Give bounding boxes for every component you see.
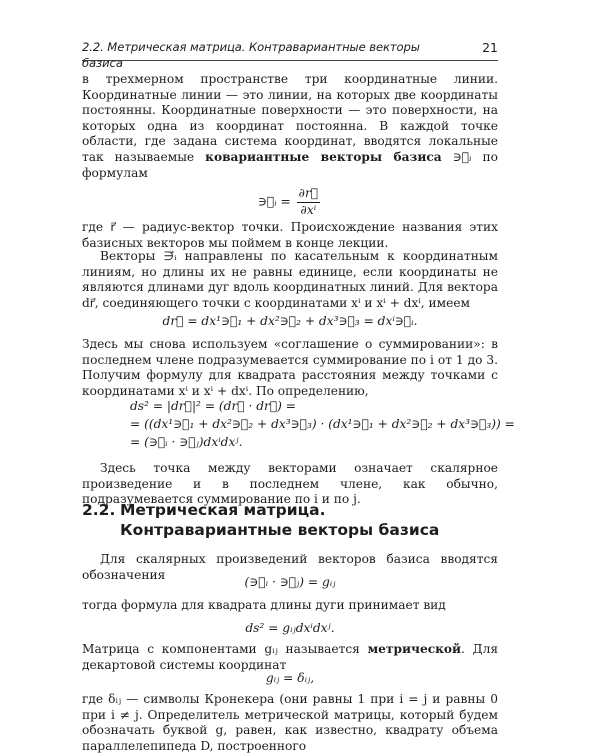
paragraph-scalar-product: Здесь точка между векторами означает скалярное произведение и в последнем члене, как обычно, подразумевается суммирование по i и по j. [82,461,498,507]
book-page [82,34,515,753]
paragraph-summation: Здесь мы снова используем «соглашение о суммировании»: в последнем члене подразумевается суммирование по i от 1 до 3. Получим формулу для квадрата расстояния между точками с координатами xⁱ и xⁱ + dxⁱ. По определению, [82,337,498,398]
section-title-line1: Метрическая матрица. [120,501,326,519]
paragraph-metric-matrix: Матрица с компонентами gᵢⱼ называется метрической. Для декартовой системы координат [82,642,499,672]
running-header [82,34,498,70]
formula-kronecker: gᵢⱼ = δᵢⱼ, [265,671,315,685]
section-number: 2.2. [82,501,116,519]
paragraph-arc-length: тогда формула для квадрата длины дуги принимает вид [82,598,446,612]
formula-ds-metric: ds² = gᵢⱼdxⁱdxʲ. [245,621,335,635]
paragraph-basis-direction: Векторы ∋⃗ᵢ направлены по касательным к координатным линиям, но длины их не равны единице, если координаты не являются длинами дуг вдоль координатных линий. Для вектора dr⃗, соединяющего точки с координатами xⁱ и xⁱ + dxⁱ, имеем [82,249,498,310]
paragraph-radius-vector: где r⃗ — радиус-вектор точки. Происхождение названия этих базисных векторов мы поймем в конце лекции. [82,220,498,250]
paragraph-notation: Для скалярных произведений векторов базиса вводятся обозначения [82,552,498,582]
formula-dr: dr⃗ = dx¹∋⃗₁ + dx²∋⃗₂ + dx³∋⃗₃ = dxⁱ∋⃗ᵢ. [162,314,418,328]
term-covariant-basis: ковариантные векторы базиса [205,149,442,164]
term-metric: метрической [367,642,462,656]
ds-line-1: ds² = |dr⃗|² = (dr⃗ · dr⃗) = [130,399,297,413]
section-heading [82,500,498,540]
formula-basis-vectors: ∋⃗ᵢ = $\frac{\partial r⃗}{\text{∂xⁱ}}$ [257,186,319,217]
ds-line-2: = ((dx¹∋⃗₁ + dx²∋⃗₂ + dx³∋⃗₃) · (dx¹∋⃗₁ + dx²∋⃗₂ + dx³∋⃗₃)) = [130,417,515,431]
section-title-line2: Контравариантные векторы базиса [120,521,440,539]
paragraph-determinant: где δᵢⱼ — символы Кронекера (они равны 1 при i = j и равны 0 при i ≠ j. Определитель метрической матрицы, который будем обозначать буквой g, равен, как известно, квадрату объема параллелепипеда D, построенного [82,692,498,753]
header-title: 2.2. Метрическая матрица. Контравариантные векторы базиса [82,40,420,70]
formula-ds-derivation [130,399,515,453]
paragraph-coordinate-lines: в трехмерном пространстве три координатные линии. Координатные линии — это линии, на которых две координаты постоянны. Координатные поверхности — это поверхности, на которых одна из координат постоянна. В каждой точке области, где задана система координат, вводятся локальные так называемые ковариантные векторы базиса ∋⃗ᵢ по формулам [82,72,498,180]
page-number: 21 [482,40,498,55]
fraction: $\frac{\partial r⃗}{\text{∂xⁱ}}$ [298,186,319,217]
ds-line-3: = (∋⃗ᵢ · ∋⃗ⱼ)dxⁱdxʲ. [130,435,243,449]
formula-gij-definition: (∋⃗ᵢ · ∋⃗ⱼ) = gᵢⱼ [244,575,336,589]
